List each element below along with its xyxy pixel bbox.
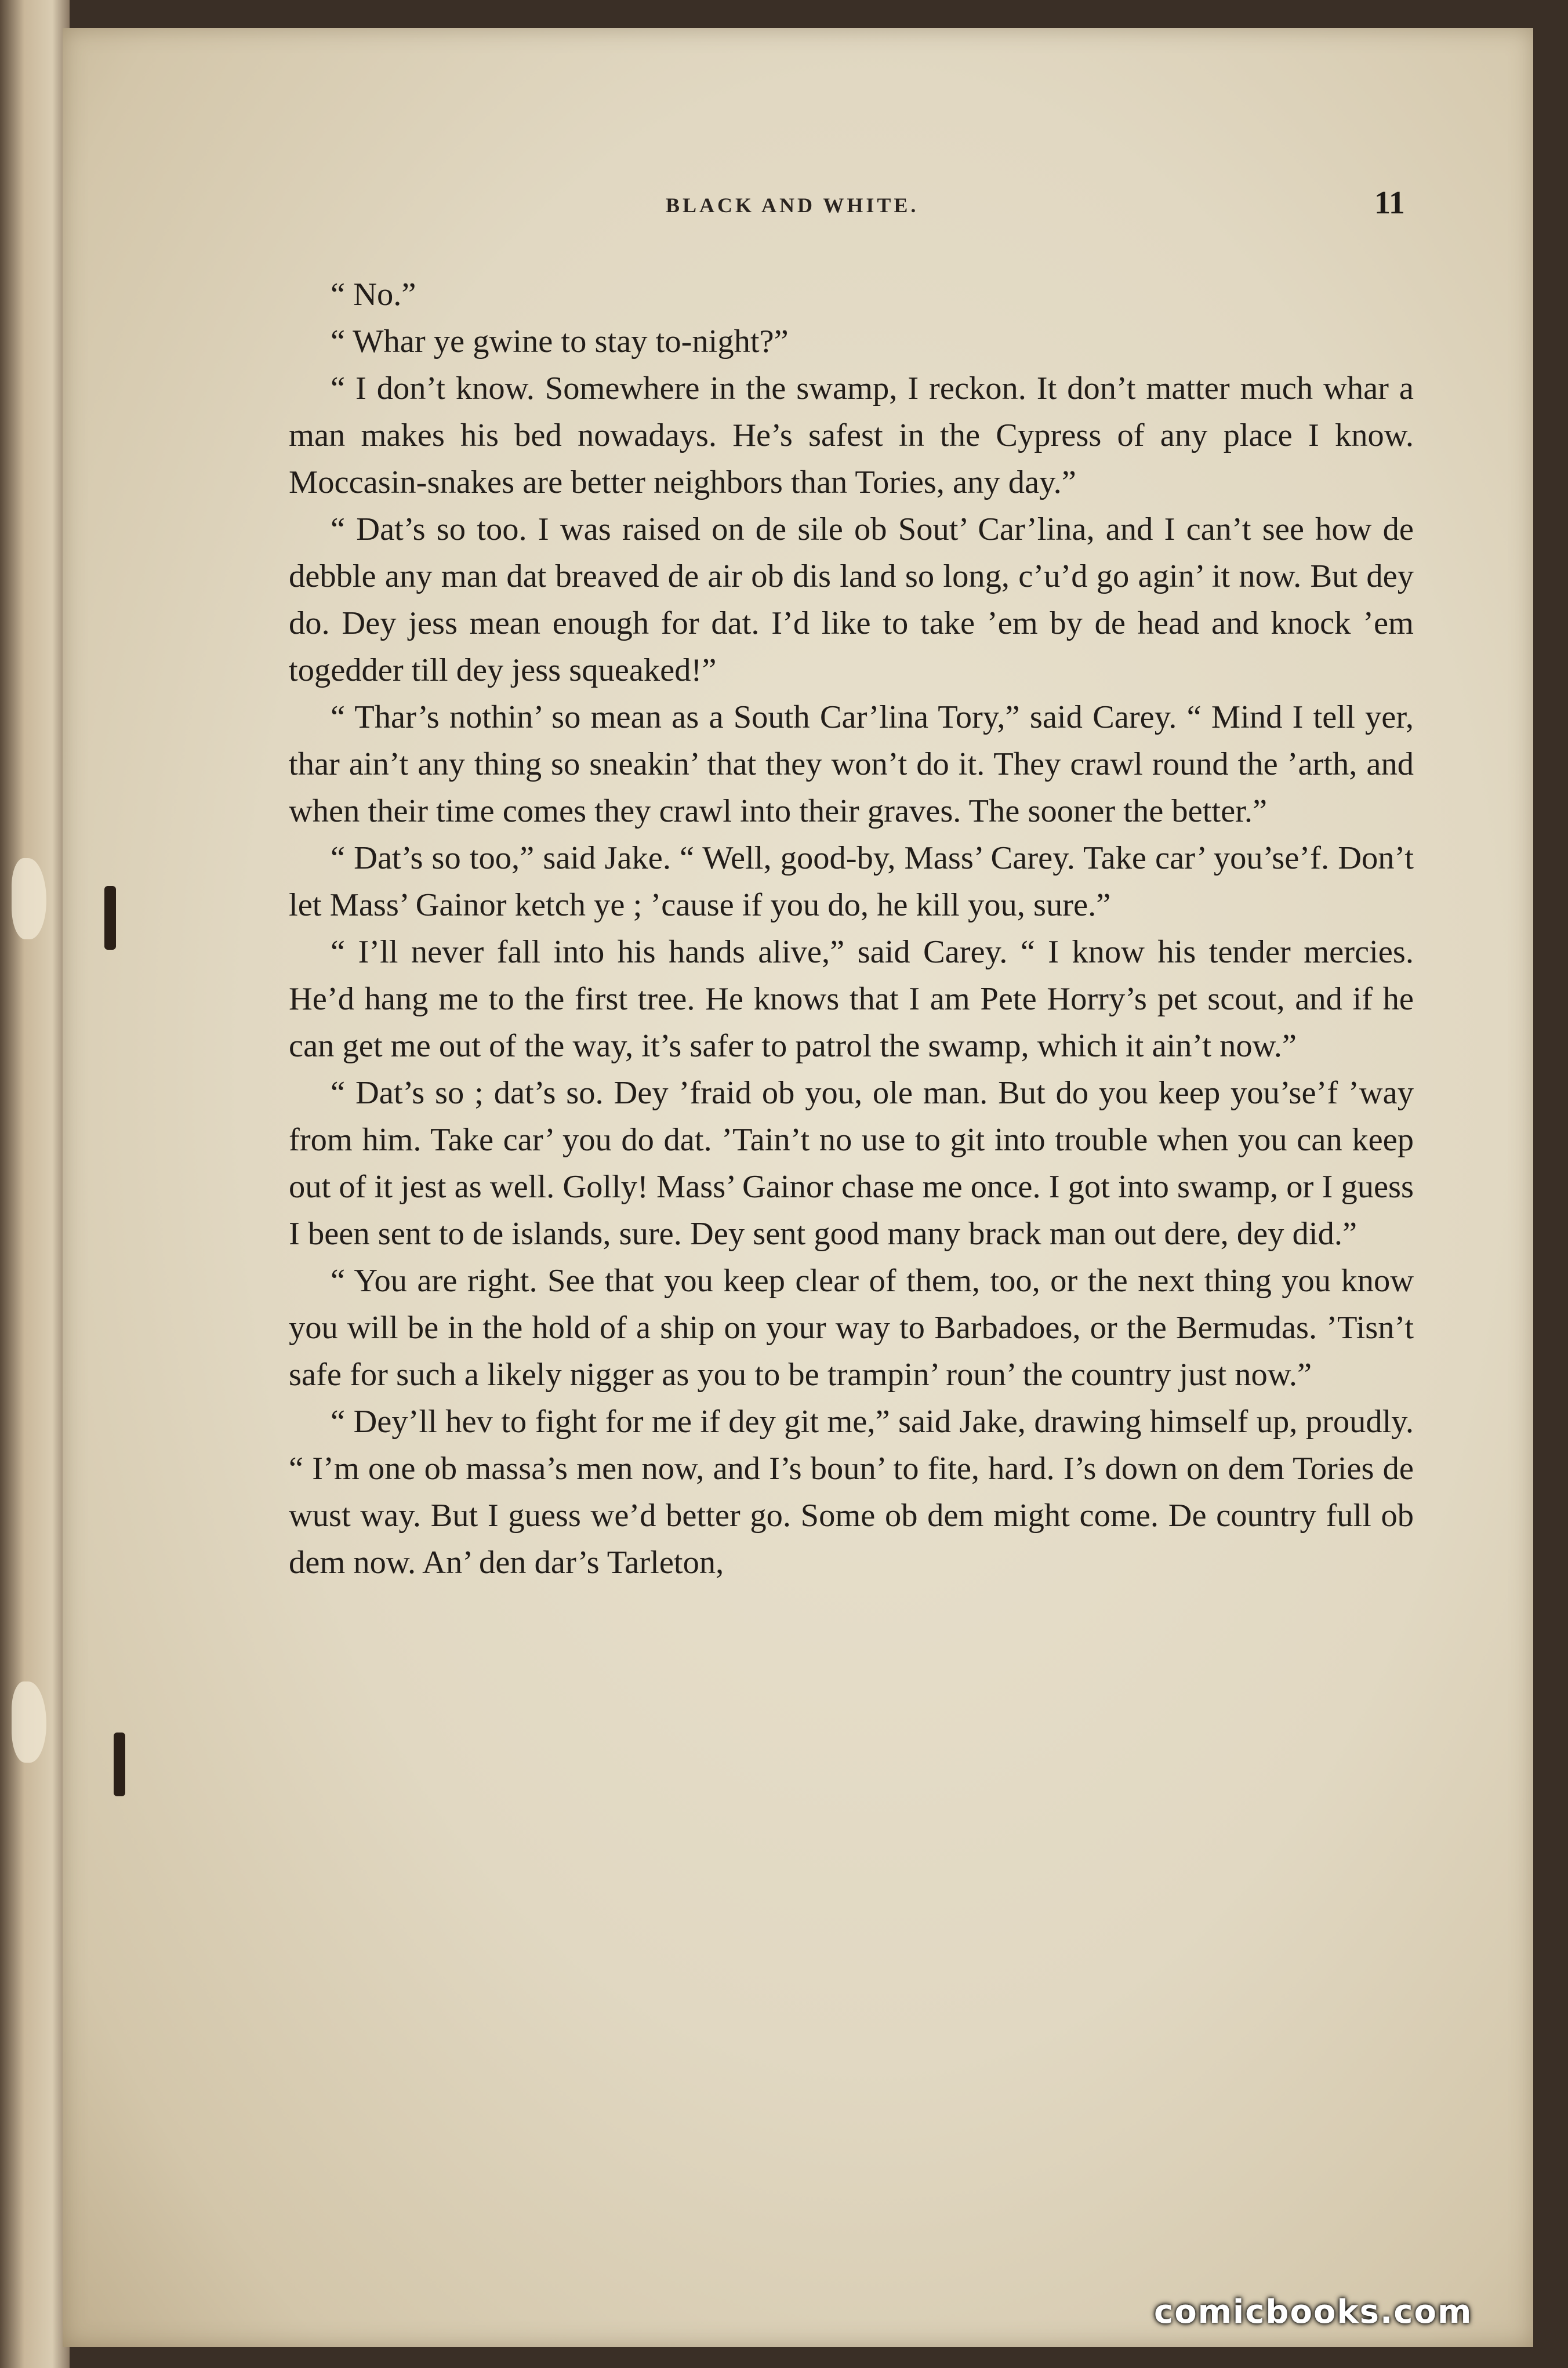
paragraph: “ Thar’s nothin’ so mean as a South Car’lina Tory,” said Carey. “ Mind I tell yer, thar ain’t any thing so sneakin’ that they won’t do it. They crawl round the ’arth, and when their time comes they crawl into their graves. The sooner the better.” xyxy=(289,699,1414,829)
paragraph: “ Dat’s so too,” said Jake. “ Well, good-by, Mass’ Carey. Take car’ you’se’f. Don’t let Mass’ Gainor ketch ye ; ’cause if you do, he kill you, sure.” xyxy=(289,840,1414,923)
paper-tear xyxy=(12,858,46,939)
paragraph: “ No.” xyxy=(331,277,416,313)
watermark: comicbooks.com xyxy=(1154,2293,1473,2331)
paragraph: “ I don’t know. Somewhere in the swamp, I reckon. It don’t matter much whar a man makes his bed nowadays. He’s safest in the Cypress of any place I know. Moccasin-snakes are better neighbors than Tories, any day.” xyxy=(289,371,1414,500)
binding-stitch xyxy=(104,886,116,950)
facing-page-edge xyxy=(0,0,70,2368)
paper-tear xyxy=(12,1681,46,1763)
paragraph: “ Whar ye gwine to stay to-night?” xyxy=(331,324,789,359)
paragraph: “ I’ll never fall into his hands alive,” said Carey. “ I know his tender mercies. He’d hang me to the first tree. He knows that I am Pete Horry’s pet scout, and if he can get me out of the way, it’s safer to patrol the swamp, which it ain’t now.” xyxy=(289,934,1414,1064)
paragraph: “ Dey’ll hev to fight for me if dey git me,” said Jake, drawing himself up, proudly. “ I’m one ob massa’s men now, and I’s boun’ to fite, hard. I’s down on dem Tories de wust way. But I guess we’d better go. Some ob dem might come. De country full ob dem now. An’ den dar’s Tarleton, xyxy=(289,1404,1414,1581)
binding-stitch xyxy=(114,1733,125,1796)
page-number: 11 xyxy=(1374,185,1405,221)
paragraph: “ You are right. See that you keep clear of them, too, or the next thing you know you will be in the hold of a ship on your way to Barbadoes, or the Bermudas. ’Tisn’t safe for such a likely nigger as you to be trampin’ roun’ the country just now.” xyxy=(289,1263,1414,1393)
paragraph: “ Dat’s so too. I was raised on de sile ob Sout’ Car’lina, and I can’t see how de debble any man dat breaved de air ob dis land so long, c’u’d go agin’ it now. But dey do. Dey jess mean enough for dat. I’d like to take ’em by de head and knock ’em togedder till dey jess squeaked!” xyxy=(289,511,1414,688)
running-head: BLACK AND WHITE. xyxy=(666,194,919,217)
book-page xyxy=(63,28,1533,2347)
body-text xyxy=(289,271,1414,1586)
paragraph: “ Dat’s so ; dat’s so. Dey ’fraid ob you, ole man. But do you keep you’se’f ’way from him. Take car’ you do dat. ’Tain’t no use to git into trouble when you can keep out of it jest as well. Golly! Mass’ Gainor chase me once. I got into swamp, or I guess I been sent to de islands, sure. Dey sent good many brack man out dere, dey did.” xyxy=(289,1075,1414,1252)
